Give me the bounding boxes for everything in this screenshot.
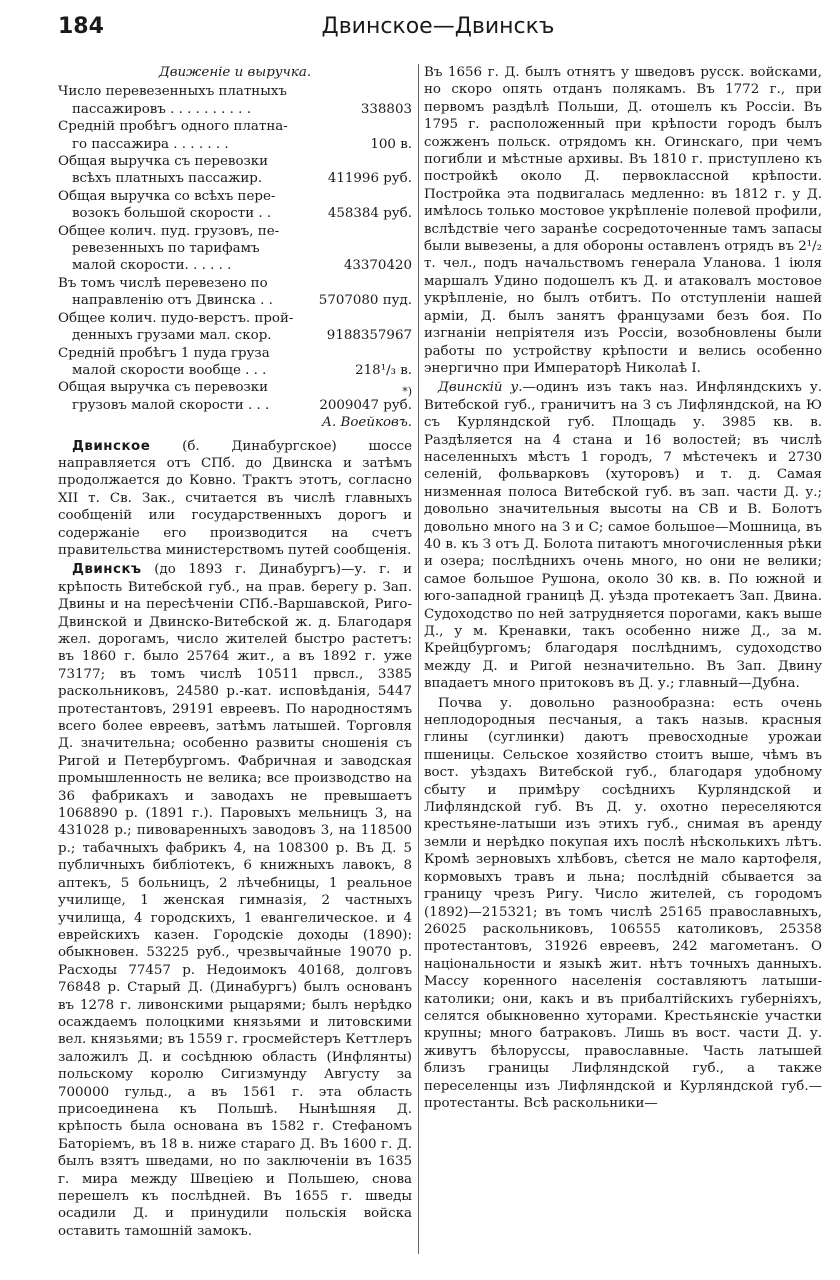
stat-value: 100 в. [370, 136, 412, 152]
stat-value: 218¹/₃ в. [355, 362, 412, 378]
entry-dvinsky-uezd [424, 379, 822, 692]
stat-label: Въ томъ числѣ перевезено по направленію отъ Двинска . . [58, 275, 273, 309]
entry-headword: Двинское [72, 438, 151, 454]
stat-footnote-mark: *) [402, 384, 412, 398]
page-header [58, 14, 818, 54]
stat-row [58, 188, 412, 223]
article-author: А. Воейковъ. [321, 415, 412, 431]
stat-row [58, 310, 412, 345]
column-divider [418, 64, 419, 1254]
stat-value: 458384 руб. [327, 206, 412, 222]
entry-headword: Двинскъ [72, 562, 142, 578]
stat-row [58, 118, 412, 153]
stat-value-text: 2009047 руб. [319, 397, 412, 413]
entry-soil-paragraph: Почва у. довольно разнообразна: есть очень неплодородныя песчаныя, а такъ назыв. красныя глины (суглинки) даютъ превосходные урожаи пшеницы. Сельское хозяйство стоитъ выше, чѣмъ въ вост. уѣздахъ Витебской губ., благодаря удобному сбыту и примѣру сосѣднихъ Курляндской и Лифляндской губ. Въ Д. у. охотно переселяются крестьяне-латыши изъ этихъ губ., снимая въ аренду земли и нерѣдко покупая ихъ послѣ нѣсколькихъ лѣтъ. Кромѣ зерновыхъ хлѣбовъ, сѣется не мало картофеля, кормовыхъ травъ и льна; послѣдній сбывается за границу чрезъ Ригу. Число жителей, съ городомъ (1892)—215321; въ томъ числѣ 25165 православныхъ, 26025 раскольниковъ, 106555 католиковъ, 25358 протестантовъ, 31926 евреевъ, 242 магометанъ. О національности и языкѣ жит. нѣтъ точныхъ данныхъ. Массу коренного населенія составляютъ латыши-католики; они, какъ и въ прибалтійскихъ губерніяхъ, селятся обыкновенно хуторами. Крестьянскіе участки крупны; много батраковъ. Лишь въ вост. части Д. у. живутъ бѣлоруссы, православные. Часть латышей близъ границы Лифляндской губ., а также переселенцы изъ Лифляндской и Курляндской губ.—протестанты. Всѣ раскольники— [424, 695, 822, 1111]
page-number: 184 [58, 14, 104, 39]
entry-dvinskoe [58, 438, 412, 560]
stat-row [58, 275, 412, 310]
stat-label: Общая выручка съ перевозки грузовъ малой скорости . . . [58, 380, 270, 413]
entry-text: —одинъ изъ такъ наз. Инфляндскихъ у. Витебской губ., граничитъ на З съ Лифляндской, на Ю съ Курляндской губ. Площадь у. 3985 кв. в. Раздѣляется на 4 стана и 16 волостей; въ числѣ населенныхъ мѣстъ 1 городъ, 7 мѣстечекъ и 2730 селеній, фольварковъ (хуторовъ) и т. д. Самая низменная полоса Витебской губ. въ зап. части Д. у.; довольно значительныя высоты на СВ и В. Болотъ довольно много на З и С; самое большое—Мошница, въ 40 в. къ З отъ Д. Болота питаютъ многочисленныя рѣки и озера; послѣднихъ очень много, но они не велики; самое большое Рушона, около 30 кв. в. По южной и юго-западной границѣ Д. уѣзда протекаетъ Зап. Двина. Судоходство по ней затрудняется порогами, какъ выше Д., у м. Кренавки, такъ особенно ниже Д., за м. Крейцбургомъ; благодаря послѣднимъ, судоходство между Д. и Ригой незначительно. Въ Зап. Двину впадаетъ много притоковъ въ Д. у.; главный—Дубна. [424, 380, 822, 692]
stat-value: 338803 [360, 101, 412, 117]
stat-label: Средній пробѣгъ одного платна- го пассажира . . . . . . . [58, 119, 288, 152]
stat-label: Общее колич. пуд. грузовъ, пе- ревезенныхъ по тарифамъ малой скорости. . . . . . [58, 223, 280, 274]
stat-label: Общая выручка съ перевозки всѣхъ платныхъ пассажир. [58, 154, 269, 187]
running-title: Двинское—Двинскъ [321, 14, 555, 39]
left-column [58, 64, 412, 1242]
stat-value: 43370420 [343, 258, 412, 274]
stat-label: Число перевезенныхъ платныхъ пассажировъ . . . . . . . . . . [58, 84, 287, 117]
entry-text: (б. Динабургское) шоссе направляется отъ СПб. до Двинска и затѣмъ продолжается до Ковно. Трактъ этотъ, согласно XII т. Св. Зак., считается въ числѣ главныхъ сообщеній или государственныхъ дорогъ и содержаніе его производится на счетъ правительства министерствомъ путей сообщенія. [58, 438, 412, 558]
stat-label: Общее колич. пудо-верстъ. прой- денныхъ грузами мал. скор. [58, 310, 294, 344]
stat-row [58, 83, 412, 118]
stat-row [58, 223, 412, 275]
stat-row [58, 153, 412, 188]
stat-label: Средній пробѣгъ 1 пуда груза малой скорости вообще . . . [58, 345, 270, 378]
stat-value [319, 386, 412, 414]
entry-headword: Двинскій у. [438, 380, 523, 396]
entry-dvinsk [58, 561, 412, 1240]
stat-value: 9188357967 [326, 328, 412, 344]
entry-dvinsk-continued: Въ 1656 г. Д. былъ отнятъ у шведовъ русск. войсками, но скоро опять отданъ полякамъ. Въ 1772 г., при первомъ раздѣлѣ Польши, Д. отошелъ къ Россіи. Въ 1795 г. расположенный при крѣпости городъ былъ сожженъ польск. отрядомъ кн. Огинскаго, при чемъ погибли и мѣстные архивы. Въ 1810 г. приступлено къ постройкѣ около Д. первоклассной крѣпости. Постройка эта подвигалась медленно: въ 1812 г. у Д. имѣлось только мостовое укрѣпленіе полевой профили, вслѣдствіе чего заранѣе сосредоточенные тамъ запасы были вывезены, а для обороны оставленъ отрядъ въ 2¹/₂ т. чел., подъ начальствомъ генерала Уланова. 1 іюля маршалъ Удино подошелъ къ Д. и атаковалъ мостовое укрѣпленіе, но былъ отбитъ. По отступленіи нашей арміи, Д. былъ занятъ французами безъ боя. По изгнаніи непріятеля изъ Россіи, возобновлены были работы по устройству крѣпости и велись особенно энергично при Императорѣ Николаѣ I. [424, 65, 822, 376]
right-column [424, 64, 822, 1114]
stat-row [58, 345, 412, 380]
stat-value: 411996 руб. [327, 171, 412, 187]
stats-table [58, 83, 412, 414]
entry-text: (до 1893 г. Динабургъ)—у. г. и крѣпость Витебской губ., на прав. берегу р. Зап. Двины и на пересѣченіи СПб.-Варшавской, Риго-Двинской и Двинско-Витебской ж. д. Благодаря жел. дорогамъ, число жителей быстро растетъ: въ 1860 г. было 25764 жит., а въ 1892 г. уже 73177; въ томъ числѣ 10511 првсл., 3385 раскольниковъ, 24580 р.-кат. исповѣданія, 5447 протестантовъ, 29191 евреевъ. По народностямъ всего более евреевъ, затѣмъ латышей. Торговля Д. значительна; особенно развиты сношенія съ Ригой и Петербургомъ. Фабричная и заводская промышленность не велика; все производство на 36 фабрикахъ и заводахъ не превышаетъ 1068890 р. (1891 г.). Паровыхъ мельницъ 3, на 431028 р.; пивоваренныхъ заводовъ 3, на 118500 р.; табачныхъ фабрикъ 4, на 108300 р. Въ Д. 5 публичныхъ библіотекъ, 6 книжныхъ лавокъ, 8 аптекъ, 5 больницъ, 2 лѣчебницы, 1 реальное училище, 1 женская гимназія, 2 частныхъ училища, 4 городскихъ, 1 евангелическое. и 4 еврейскихъ казен. Городскіе доходы (1890): обыкновен. 53225 руб., чрезвычайные 19070 р. Расходы 77457 р. Недоимокъ 40168, долговъ 76848 р. Старый Д. (Динабургъ) былъ основанъ въ 1278 г. ливонскими рыцарями; былъ нерѣдко осаждаемъ полоцкими князьями и литовскими вел. князьями; въ 1559 г. гросмейстеръ Кеттлеръ заложилъ Д. и сосѣднюю область (Инфлянты) польскому королю Сигизмунду Августу за 700000 гульд., а въ 1561 г. эта область присоединена къ Польшѣ. Нынѣшняя Д. крѣпость была основана въ 1582 г. Стефаномъ Баторіемъ, въ 18 в. ниже стараго Д. Въ 1600 г. Д. былъ взятъ шведами, но по заключеніи въ 1635 г. мира между Швеціею и Польшею, снова перешелъ къ послѣдней. Въ 1655 г. шведы осадили Д. и принудили польскія войска оставить тамошній замокъ. [58, 562, 412, 1239]
stat-row [58, 379, 412, 414]
stat-value: 5707080 пуд. [318, 293, 412, 309]
stat-label: Общая выручка со всѣхъ пере- возокъ большой скорости . . [58, 188, 276, 222]
stats-heading: Движеніе и выручка. [158, 65, 312, 80]
